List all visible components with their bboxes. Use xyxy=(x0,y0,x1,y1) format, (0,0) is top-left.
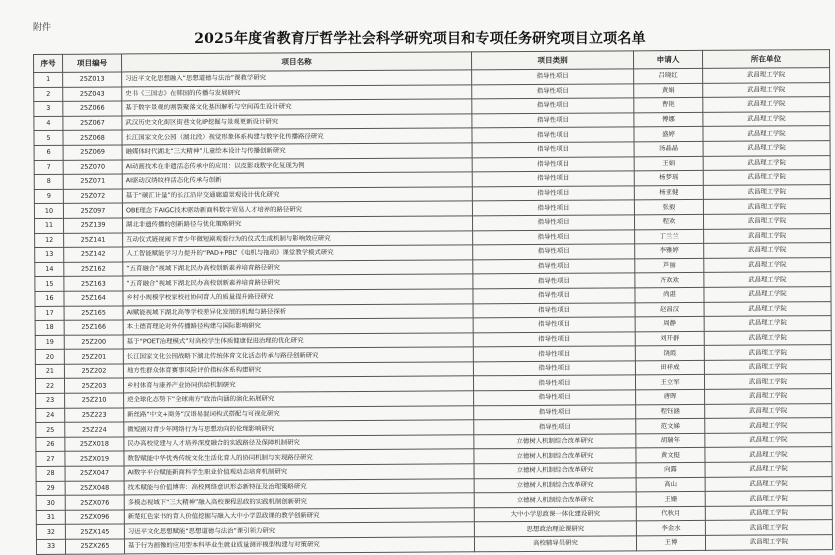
cell-organization: 武昌理工学院 xyxy=(705,476,832,491)
cell-organization: 武昌理工学院 xyxy=(704,243,831,258)
cell-category: 指导性项目 xyxy=(472,200,634,216)
cell-applicant: 丁兰兰 xyxy=(635,229,704,244)
cell-organization: 武昌理工学院 xyxy=(705,520,832,535)
cell-code: 25Z165 xyxy=(64,305,123,320)
cell-category: 指导性项目 xyxy=(472,186,634,202)
cell-category: 指导性项目 xyxy=(472,98,634,114)
cell-applicant: 傅娜 xyxy=(634,112,703,127)
col-header-seq: 序号 xyxy=(34,54,63,72)
cell-seq: 24 xyxy=(36,408,65,423)
cell-project-name: 民办高校党建与人才培养深度融合的实践路径及保障机制研究 xyxy=(124,435,474,452)
cell-seq: 5 xyxy=(34,131,63,146)
cell-organization: 武昌理工学院 xyxy=(704,228,831,243)
cell-organization: 武昌理工学院 xyxy=(703,184,830,199)
cell-code: 25Z203 xyxy=(64,378,123,393)
cell-organization: 武昌理工学院 xyxy=(705,462,832,477)
cell-organization: 武昌理工学院 xyxy=(704,374,831,389)
cell-seq: 9 xyxy=(34,189,63,204)
cell-code: 25Z013 xyxy=(63,72,122,87)
cell-seq: 1 xyxy=(34,72,63,87)
cell-category: 指导性项目 xyxy=(473,244,635,260)
cell-category: 立德树人机制综合改革研究 xyxy=(474,477,636,493)
cell-seq: 4 xyxy=(34,116,63,131)
cell-category: 指导性项目 xyxy=(473,259,635,275)
cell-organization: 武昌理工学院 xyxy=(705,505,832,520)
cell-project-name: 基于数字景观的割裂聚落文化基因解析与空间再生设计研究 xyxy=(122,99,472,116)
cell-seq: 22 xyxy=(35,379,64,394)
cell-seq: 26 xyxy=(36,437,65,452)
cell-applicant: 周静 xyxy=(635,316,704,331)
cell-seq: 32 xyxy=(36,525,65,540)
cell-code: 25ZX019 xyxy=(65,451,124,466)
cell-code: 25Z071 xyxy=(63,174,122,189)
cell-organization: 武昌理工学院 xyxy=(704,345,831,360)
cell-organization: 武昌理工学院 xyxy=(705,418,832,433)
cell-applicant: 汤晶晶 xyxy=(634,141,703,156)
cell-applicant: 程钰涵 xyxy=(636,404,705,419)
cell-seq: 19 xyxy=(35,335,64,350)
cell-organization: 武昌理工学院 xyxy=(704,316,831,331)
cell-project-name: 融媒体时代湖北“三大精神”儿童绘本设计与传播创新研究 xyxy=(122,143,472,160)
cell-organization: 武昌理工学院 xyxy=(705,447,832,462)
cell-organization: 武昌理工学院 xyxy=(705,535,832,550)
cell-code: 25Z070 xyxy=(63,160,122,175)
cell-organization: 武昌理工学院 xyxy=(704,301,831,316)
cell-category: 指导性项目 xyxy=(472,156,634,172)
cell-seq: 14 xyxy=(35,262,64,277)
cell-code: 25Z066 xyxy=(63,101,122,116)
cell-project-name: 地方性群众体育赛事风险评价指标体系构建研究 xyxy=(123,362,473,379)
cell-applicant: 李雅婷 xyxy=(635,244,704,259)
cell-seq: 25 xyxy=(36,423,65,438)
cell-code: 25ZX048 xyxy=(65,481,124,496)
cell-project-name: “五育融合”视域下湖北民办高校创新素养培育路径研究 xyxy=(123,260,473,277)
cell-code: 25Z164 xyxy=(64,291,123,306)
cell-category: 立德树人机制综合改革研究 xyxy=(474,434,636,450)
cell-seq: 20 xyxy=(35,350,64,365)
cell-organization: 武昌理工学院 xyxy=(703,126,830,141)
cell-seq: 31 xyxy=(36,510,65,525)
cell-code: 25Z201 xyxy=(64,349,123,364)
cell-project-name: 乡村小规模学校家校社协同育人的质量提升路径研究 xyxy=(123,289,473,306)
cell-project-name: 基于“POET治理模式”对高校学生体质健康促进治理的优化研究 xyxy=(123,333,473,350)
cell-seq: 30 xyxy=(36,496,65,511)
cell-category: 指导性项目 xyxy=(473,317,635,333)
cell-code: 25Z072 xyxy=(63,189,122,204)
cell-seq: 18 xyxy=(35,320,64,335)
cell-applicant: 王姗 xyxy=(636,492,705,507)
col-header-organization: 所在单位 xyxy=(702,50,829,69)
cell-code: 25ZX047 xyxy=(65,466,124,481)
cell-applicant: 杨梦瑶 xyxy=(634,171,703,186)
cell-organization: 武昌理工学院 xyxy=(704,360,831,375)
cell-category: 指导性项目 xyxy=(472,215,634,231)
cell-code: 25Z224 xyxy=(65,422,124,437)
cell-seq: 10 xyxy=(34,204,63,219)
cell-organization: 武昌理工学院 xyxy=(704,287,831,302)
cell-project-name: 技术赋能与价值博弈：高校网络意识形态新特征及治理策略研究 xyxy=(124,478,474,495)
cell-code: 25Z166 xyxy=(64,320,123,335)
cell-seq: 11 xyxy=(35,218,64,233)
cell-project-name: 习近平文化思想融入“思想道德与法治”课教学研究 xyxy=(122,70,472,87)
cell-category: 思想政治理论课研究 xyxy=(474,521,636,537)
attachment-label: 附件 xyxy=(33,23,52,33)
cell-category: 立德树人机制综合改革研究 xyxy=(474,448,636,464)
cell-category: 指导性项目 xyxy=(472,69,634,85)
cell-applicant: 饶霞 xyxy=(635,346,704,361)
cell-project-name: 史书《三国志》在韩国的传播与发展研究 xyxy=(122,84,472,101)
cell-applicant: 程欢 xyxy=(634,214,703,229)
cell-applicant: 代秋月 xyxy=(636,506,705,521)
cell-organization: 武昌理工学院 xyxy=(705,389,832,404)
cell-project-name: AI动画技术在非遗活态传承中的应用：以皮影戏数字化复现为例 xyxy=(122,157,472,174)
cell-seq: 27 xyxy=(36,452,65,467)
cell-applicant: 张毅 xyxy=(634,200,703,215)
cell-category: 指导性项目 xyxy=(473,273,635,289)
document-title: 2025年度省教育厅哲学社会科学研究项目和专项任务研究项目立项名单 xyxy=(194,31,646,47)
cell-organization: 武昌理工学院 xyxy=(703,82,830,97)
cell-organization: 武昌理工学院 xyxy=(705,432,832,447)
cell-category: 指导性项目 xyxy=(473,332,635,348)
cell-seq: 28 xyxy=(36,466,65,481)
cell-project-name: AI赋能视域下湖北高等学校差异化发展的机理与路径探析 xyxy=(123,303,473,320)
cell-category: 指导性项目 xyxy=(472,127,634,143)
cell-project-name: 基于行为画像的应用型本科毕业生就业质量测评模型构建与对策研究 xyxy=(124,537,474,554)
cell-category: 指导性项目 xyxy=(472,83,634,99)
cell-project-name: 人工智能赋能学习力提升的“PAD+PBL”《电机与拖动》课堂教学模式研究 xyxy=(123,245,473,262)
cell-organization: 武昌理工学院 xyxy=(703,170,830,185)
cell-organization: 武昌理工学院 xyxy=(703,155,830,170)
cell-organization: 武昌理工学院 xyxy=(704,257,831,272)
cell-category: 指导性项目 xyxy=(473,346,635,362)
cell-code: 25ZX076 xyxy=(65,495,124,510)
cell-code: 25ZX096 xyxy=(65,510,124,525)
cell-seq: 23 xyxy=(36,393,65,408)
cell-organization: 武昌理工学院 xyxy=(703,68,830,83)
cell-project-name: 乡村体育与康养产业协同供给机制研究 xyxy=(123,376,473,393)
cell-code: 25Z068 xyxy=(63,130,122,145)
cell-code: 25Z202 xyxy=(64,364,123,379)
cell-applicant: 曹艳 xyxy=(634,98,703,113)
cell-category: 指导性项目 xyxy=(472,113,634,129)
cell-code: 25Z067 xyxy=(63,116,122,131)
cell-code: 25ZX145 xyxy=(65,524,124,539)
col-header-category: 项目类别 xyxy=(471,51,633,70)
cell-category: 指导性项目 xyxy=(474,404,636,420)
cell-seq: 8 xyxy=(34,174,63,189)
cell-seq: 16 xyxy=(35,291,64,306)
cell-seq: 29 xyxy=(36,481,65,496)
cell-organization: 武昌理工学院 xyxy=(704,330,831,345)
cell-code: 25Z141 xyxy=(64,232,123,247)
cell-category: 指导性项目 xyxy=(473,229,635,245)
cell-project-name: 互动仪式链视阈下青少年微短剧观看行为的仪式生成机制与影响效应研究 xyxy=(123,230,473,247)
cell-applicant: 向露 xyxy=(636,462,705,477)
cell-project-name: 武汉历史文化街区街巷文化IP挖掘与景观更新设计研究 xyxy=(122,114,472,131)
cell-applicant: 胡瑞年 xyxy=(636,433,705,448)
cell-applicant: 黄娟 xyxy=(634,83,703,98)
cell-applicant: 唐晖 xyxy=(636,389,705,404)
cell-applicant: 芦丽 xyxy=(635,258,704,273)
cell-project-name: 新丝路“中文+商务”汉语易混词构式搭配与可视化研究 xyxy=(124,405,474,422)
cell-code: 25ZX265 xyxy=(65,539,124,554)
cell-organization: 武昌理工学院 xyxy=(703,111,830,126)
cell-applicant: 刘开群 xyxy=(635,331,704,346)
cell-applicant: 高山 xyxy=(636,477,705,492)
cell-applicant: 齐欢欢 xyxy=(635,273,704,288)
cell-code: 25ZX018 xyxy=(65,437,124,452)
cell-seq: 17 xyxy=(35,306,64,321)
cell-category: 指导性项目 xyxy=(473,361,635,377)
cell-project-name: 逆全球化态势下“全球南方”政治向涵的演化拓展研究 xyxy=(124,391,474,408)
cell-organization: 武昌理工学院 xyxy=(703,141,830,156)
cell-seq: 12 xyxy=(35,233,64,248)
cell-code: 25Z200 xyxy=(64,335,123,350)
cell-seq: 6 xyxy=(34,145,63,160)
cell-applicant: 田祥成 xyxy=(635,360,704,375)
cell-seq: 33 xyxy=(36,539,65,554)
cell-organization: 武昌理工学院 xyxy=(705,403,832,418)
cell-code: 25Z069 xyxy=(63,145,122,160)
cell-project-name: 微短剧对青少年网络行为与思想动向的伦理影响研究 xyxy=(124,420,474,437)
cell-applicant: 杨亚健 xyxy=(634,185,703,200)
cell-category: 指导性项目 xyxy=(473,375,635,391)
cell-organization: 武昌理工学院 xyxy=(703,214,830,229)
cell-project-name: OBE理念下AIGC技术驱动新商科数字贸易人才培养的路径研究 xyxy=(122,201,472,218)
cell-project-name: 长江国家文化公园战略下湖北传统体育文化活态传承与路径创新研究 xyxy=(123,347,473,364)
cell-code: 25Z097 xyxy=(63,203,122,218)
cell-organization: 武昌理工学院 xyxy=(705,491,832,506)
cell-category: 指导性项目 xyxy=(472,171,634,187)
cell-project-name: 数智赋能中华优秀传统文化生活化育人的协同机制与实现路径研究 xyxy=(124,449,474,466)
cell-seq: 21 xyxy=(35,364,64,379)
project-list-table xyxy=(33,49,833,554)
cell-applicant: 黄文挺 xyxy=(636,448,705,463)
cell-organization: 武昌理工学院 xyxy=(703,199,830,214)
cell-seq: 13 xyxy=(35,247,64,262)
cell-project-name: 长江国家文化公园（湖北段）视觉形象体系构建与数字化传播路径研究 xyxy=(122,128,472,145)
cell-applicant: 赵昌汉 xyxy=(635,302,704,317)
cell-code: 25Z163 xyxy=(64,276,123,291)
cell-category: 指导性项目 xyxy=(473,302,635,318)
cell-applicant: 王立军 xyxy=(635,375,704,390)
cell-code: 25Z210 xyxy=(65,393,124,408)
cell-category: 大中小学思政课一体化建设研究 xyxy=(474,507,636,523)
col-header-code: 项目编号 xyxy=(63,54,122,72)
cell-project-name: “五育融合”视域下湖北民办高校创新素养培育路径研究 xyxy=(123,274,473,291)
cell-code: 25Z043 xyxy=(63,87,122,102)
cell-category: 立德树人机制综合改革研究 xyxy=(474,463,636,479)
cell-organization: 武昌理工学院 xyxy=(704,272,831,287)
col-header-applicant: 申请人 xyxy=(633,50,702,68)
cell-applicant: 王娟 xyxy=(634,156,703,171)
col-header-name: 项目名称 xyxy=(122,52,472,72)
cell-applicant: 李金水 xyxy=(636,521,705,536)
cell-project-name: AI数字平台赋能新商科学生职业价值观动态培育机制研究 xyxy=(124,464,474,481)
cell-applicant: 范文娣 xyxy=(636,419,705,434)
cell-project-name: 多模态视域下“三大精神”融入高校课程思政的实践机制创新研究 xyxy=(124,493,474,510)
cell-applicant: 尚湛 xyxy=(635,287,704,302)
cell-category: 指导性项目 xyxy=(473,288,635,304)
cell-category: 指导性项目 xyxy=(474,390,636,406)
cell-applicant: 盛婷 xyxy=(634,127,703,142)
cell-project-name: 基于“碳汇计量”的长江沿岸交通廊道景观设计优化研究 xyxy=(122,187,472,204)
cell-seq: 2 xyxy=(34,87,63,102)
cell-code: 25Z223 xyxy=(65,408,124,423)
cell-seq: 7 xyxy=(34,160,63,175)
cell-code: 25Z139 xyxy=(64,218,123,233)
cell-project-name: 湖北非遗传播的创新路径与优化策略研究 xyxy=(123,216,473,233)
cell-applicant: 王博 xyxy=(636,535,705,550)
cell-project-name: 本土德育理论对外传播路径构建与国际影响研究 xyxy=(123,318,473,335)
cell-seq: 15 xyxy=(35,277,64,292)
cell-organization: 武昌理工学院 xyxy=(703,97,830,112)
cell-project-name: AI驱动汉绣纹样活态化传承与创新 xyxy=(122,172,472,189)
cell-category: 指导性项目 xyxy=(474,419,636,435)
cell-code: 25Z142 xyxy=(64,247,123,262)
cell-project-name: 习近平文化思想赋能“思想道德与法治”课引领力研究 xyxy=(124,522,474,539)
cell-category: 指导性项目 xyxy=(472,142,634,158)
cell-category: 高校辅导员研究 xyxy=(474,536,636,552)
cell-applicant: 吕晓红 xyxy=(634,68,703,83)
cell-code: 25Z162 xyxy=(64,262,123,277)
cell-seq: 3 xyxy=(34,102,63,117)
cell-category: 立德树人机制综合改革研究 xyxy=(474,492,636,508)
cell-project-name: 新楚红色家书的育人价值挖掘与融入大中小学思政课的教学创新研究 xyxy=(124,508,474,525)
